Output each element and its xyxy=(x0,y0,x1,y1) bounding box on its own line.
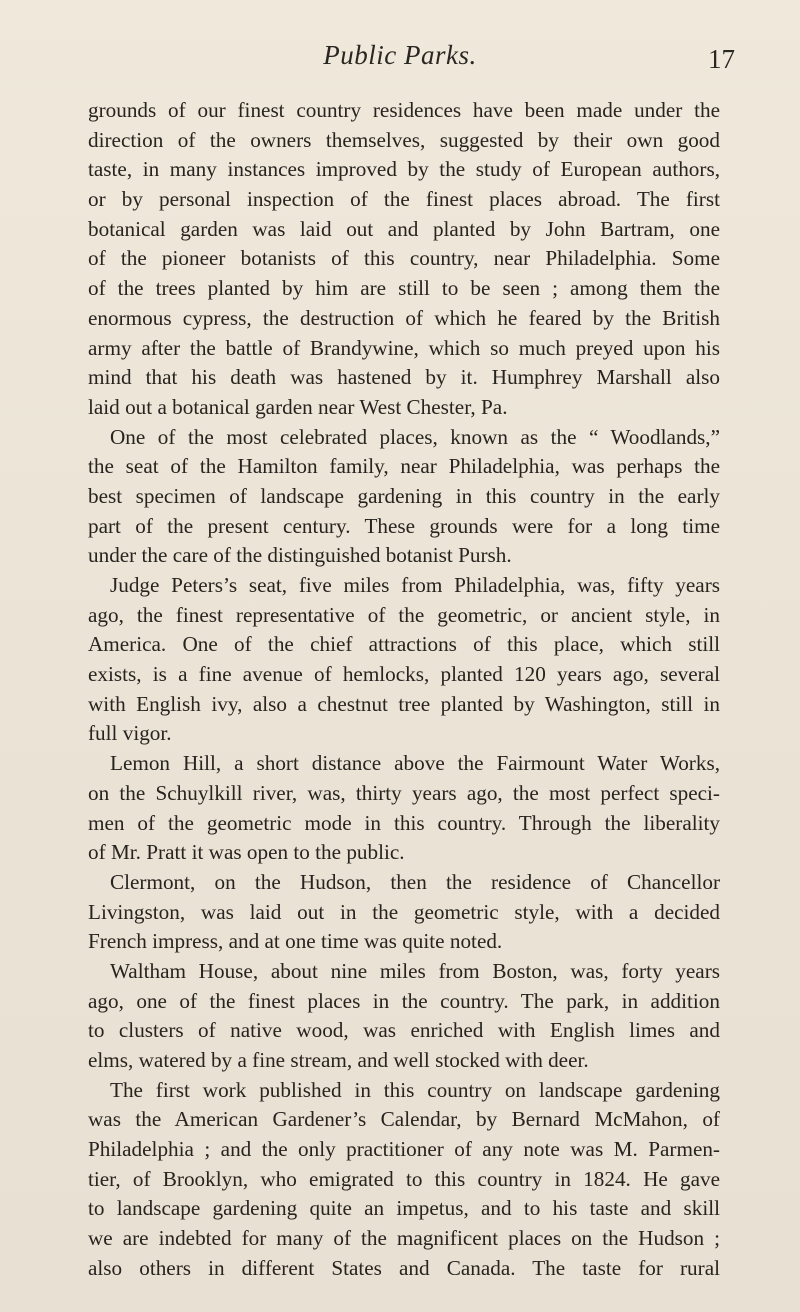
text-line: Lemon Hill, a short distance above the Fairmount Water Works, xyxy=(110,751,720,776)
text-line: direction of the owners themselves, suggested by their own good xyxy=(88,127,720,152)
text-line: or by personal inspection of the finest places abroad. The first xyxy=(88,187,720,212)
text-line: Philadelphia ; and the only practitioner of any note was M. Parmen- xyxy=(88,1137,720,1162)
text-line: French impress, and at one time was quite noted. xyxy=(88,929,503,954)
text-line: was the American Gardener’s Calendar, by Bernard McMahon, of xyxy=(88,1107,720,1132)
text-line: part of the present century. These grounds were for a long time xyxy=(88,513,720,538)
running-title: Public Parks. xyxy=(323,40,477,70)
text-line: of Mr. Pratt it was open to the public. xyxy=(88,840,405,865)
text-line: Clermont, on the Hudson, then the residence of Chancellor xyxy=(110,869,720,894)
text-line: on the Schuylkill river, was, thirty years ago, the most perfect speci- xyxy=(88,780,720,805)
text-line: we are indebted for many of the magnificent places on the Hudson ; xyxy=(88,1226,720,1251)
running-head xyxy=(0,40,800,80)
text-line: men of the geometric mode in this country. Through the liberality xyxy=(88,810,720,835)
text-line: of the trees planted by him are still to be seen ; among them the xyxy=(88,276,720,301)
text-line: ago, one of the finest places in the country. The park, in addition xyxy=(88,988,720,1013)
text-line: mind that his death was hastened by it. Humphrey Marshall also xyxy=(88,365,720,390)
text-line: full vigor. xyxy=(88,721,172,746)
text-line: tier, of Brooklyn, who emigrated to this country in 1824. He gave xyxy=(88,1166,720,1191)
text-line: The first work published in this country on landscape gardening xyxy=(110,1077,720,1102)
text-line: under the care of the distinguished botanist Pursh. xyxy=(88,543,512,568)
body-text xyxy=(88,96,720,1284)
text-line: of the pioneer botanists of this country, near Philadelphia. Some xyxy=(88,246,720,271)
text-line: Livingston, was laid out in the geometric style, with a decided xyxy=(88,899,720,924)
text-line: with English ivy, also a chestnut tree planted by Washington, still in xyxy=(88,691,720,716)
text-line: the seat of the Hamilton family, near Philadelphia, was perhaps the xyxy=(88,454,720,479)
text-line: One of the most celebrated places, known as the “ Woodlands,” xyxy=(110,424,720,449)
text-line: to clusters of native wood, was enriched with English limes and xyxy=(88,1018,720,1043)
page-number: 17 xyxy=(708,44,735,74)
text-line: enormous cypress, the destruction of which he feared by the British xyxy=(88,305,720,330)
text-line: grounds of our finest country residences have been made under the xyxy=(88,98,720,122)
text-line: exists, is a fine avenue of hemlocks, planted 120 years ago, several xyxy=(88,662,720,687)
text-line: to landscape gardening quite an impetus, and to his taste and skill xyxy=(88,1196,720,1221)
text-line: America. One of the chief attractions of this place, which still xyxy=(88,632,720,657)
text-line: ago, the finest representative of the geometric, or ancient style, in xyxy=(88,602,720,627)
text-line: elms, watered by a fine stream, and well stocked with deer. xyxy=(88,1048,589,1072)
text-line: botanical garden was laid out and planted by John Bartram, one xyxy=(88,216,720,241)
text-line: Judge Peters’s seat, five miles from Philadelphia, was, fifty years xyxy=(110,573,720,597)
text-line: best specimen of landscape gardening in this country in the early xyxy=(88,483,720,508)
text-line: Waltham House, about nine miles from Boston, was, forty years xyxy=(110,958,720,983)
text-line: also others in different States and Canada. The taste for rural xyxy=(88,1255,720,1280)
text-line: laid out a botanical garden near West Chester, Pa. xyxy=(88,394,508,419)
text-line: taste, in many instances improved by the study of European authors, xyxy=(88,157,720,182)
text-line: army after the battle of Brandywine, which so much preyed upon his xyxy=(88,335,720,360)
